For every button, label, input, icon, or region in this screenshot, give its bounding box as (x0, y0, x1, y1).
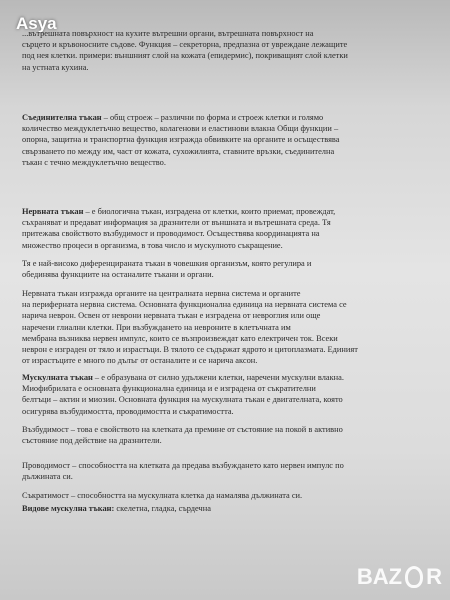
text-line (22, 503, 430, 514)
watermark-text-right: R (426, 564, 442, 589)
text-line: неврон е изграден от тяло и израстъци. В тялото се съдържат ядрото и цитоплазмата. Единият (22, 345, 358, 355)
nervous-paragraph (22, 206, 430, 251)
text-line: Възбудимост – това е свойството на клетката да премине от състояние на покой в активно (22, 425, 343, 434)
conductivity-paragraph (22, 460, 430, 482)
types-title: Видове мускулна тъкан: (22, 504, 115, 513)
text-line (22, 112, 430, 123)
text-line: съхраняват и предават информация за дразнители от външната и вътрешната среда. Тя (22, 218, 331, 228)
lightbulb-icon (405, 566, 423, 588)
intro-paragraph (22, 28, 430, 73)
muscle-first-line: – е образувана от силно удължени клетки, наречени мускулни влакна. (92, 373, 344, 382)
text-line: белтъци – актин и миозин. Основната функция на мускулната тъкан е двигателната, която (22, 395, 343, 405)
text-line: състояние под действие на дразнители. (22, 436, 162, 446)
connective-paragraph (22, 112, 430, 168)
nervous-system-paragraph (22, 288, 430, 366)
text-line (22, 372, 430, 383)
text-line: Нервната тъкан изгражда органите на централната нервна система и органите (22, 289, 301, 298)
user-name: Asya (16, 14, 57, 33)
text-line: обединява функциите на останалите тъкани и органи. (22, 270, 214, 280)
types-value: скелетна, гладка, сърдечна (114, 504, 211, 513)
watermark-text-left: BAZ (356, 564, 403, 589)
text-line: тъкан с течно междуклетъчно вещество. (22, 157, 166, 167)
text-line: осигурява възбудимостта, проводимостта и съкратимостта. (22, 406, 234, 416)
text-line: наречени глиални клетки. При възбуждането на невроните в клетъчната им (22, 322, 291, 332)
text-line: на периферната нервна система. Основната функционална единица на нервната система се (22, 300, 347, 310)
text-line: дължината си. (22, 472, 73, 482)
text-line: сърцето и кръвоносните съдове. Функция – секреторна, предпазна от увреждане лежащите (22, 40, 348, 50)
differentiated-paragraph (22, 258, 430, 280)
text-line: количество междуклетъчно вещество, колагенови и еластинови влакна Общи функции – (22, 124, 339, 134)
connective-first-line: – общ строеж – различни по форма и строеж клетки и голямо (101, 113, 324, 122)
connective-title: Съединителна тъкан (22, 113, 102, 122)
text-line: Проводимост – способността на клетката да предава възбуждането като нервен импулс по (22, 461, 344, 470)
text-line: множество процеси в организма, в това число и мускулното съкращение. (22, 240, 283, 250)
contractility-paragraph (22, 490, 430, 501)
text-line: мембрана възниква нервен импулс, които се възпроизвеждат като електричен ток. Всеки (22, 333, 338, 343)
nervous-first-line: – е биологична тъкан, изградена от клетки, които приемат, провеждат, (83, 207, 336, 216)
excitability-paragraph (22, 424, 430, 446)
text-line: на устната кухина. (22, 62, 89, 72)
text-line: Съкратимост – способността на мускулната клетка да намалява дължината си. (22, 491, 303, 500)
text-line: свързването по между им, част от кожата, сухожилията, ставните връзки, съединителна (22, 146, 335, 156)
text-line: опорна, защитна и транспортна функция изгражда обвивките на органите и осъществява (22, 135, 340, 145)
text-line: нарича неврон. Освен от неврони нервната тъкан е изградена от невроглия или още (22, 311, 321, 321)
text-line: притежава свойството възбудимост и проводимост. Осъществява координацията на (22, 229, 320, 239)
watermark-logo (357, 564, 442, 590)
text-line: ...вътрешната повърхност на кухите вътрешни органи, вътрешната повърхност на (22, 29, 314, 38)
muscle-title: Мускулната тъкан (22, 373, 93, 382)
text-line: Миофибрилата е основната функционална единица и е изградена от съкратителни (22, 384, 316, 394)
text-line: Тя е най-високо диференцираната тъкан в човешкия организъм, която регулира и (22, 259, 312, 268)
types-paragraph (22, 503, 430, 514)
text-line: под нея клетки. примери: външният слой на кожата (епидермис), покриващият слой клетки (22, 51, 348, 61)
text-line: от израстъците е много по дълъг от останалите и се нарича аксон. (22, 356, 258, 366)
nervous-title: Нервната тъкан (22, 207, 84, 216)
text-line (22, 206, 430, 217)
muscle-paragraph (22, 372, 430, 417)
